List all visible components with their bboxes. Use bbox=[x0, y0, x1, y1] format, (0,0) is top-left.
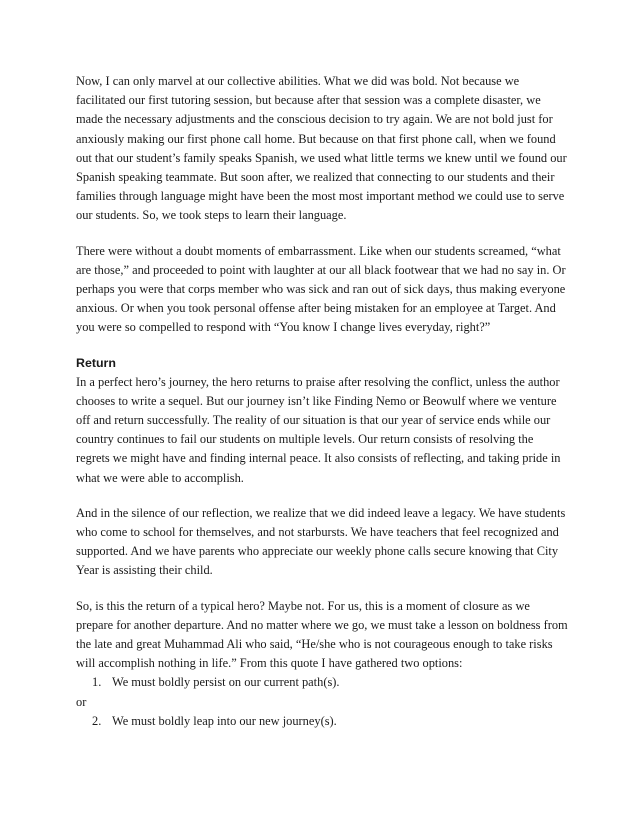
or-separator: or bbox=[76, 694, 87, 709]
list-item-text: We must boldly leap into our new journey(s). bbox=[112, 713, 337, 728]
paragraph-boldness: Now, I can only marvel at our collective abilities. What we did was bold. Not because we facilitated our first tutoring session, but because after that session was a complete disaster, we made the necessary adjustments and the conscious decision to try again. We are not bold just for anxiously making our first phone call home. But because on that first phone call, when we found out that our student’s family speaks Spanish, we used what little terms we knew until we found our Spanish speaking teammate. But soon after, we realized that connecting to our students and their families through language might have been the most most important method we could use to serve our students. So, we took steps to learn their language. bbox=[76, 74, 567, 223]
paragraph-legacy: And in the silence of our reflection, we realize that we did indeed leave a legacy. We have students who come to school for themselves, and not starbursts. We have teachers that feel recognized and supported. And we have parents who appreciate our weekly phone calls secure knowing that City Year is assisting their child. bbox=[76, 505, 566, 578]
paragraph-heros-journey: In a perfect hero’s journey, the hero returns to praise after resolving the conflict, unless the author chooses to write a sequel. But our journey isn’t like Finding Nemo or Beowulf where we venture off and return successfully. The reality of our situation is that our year of service ends while our country continues to fail our students on multiple levels. Our return consists of resolving the regrets we might have and finding internal peace. It also consists of reflecting, and taking pride in what we were able to accomplish. bbox=[76, 374, 561, 485]
document-page bbox=[76, 72, 568, 731]
list-item-option-1 bbox=[76, 673, 568, 692]
paragraph-typical-hero: So, is this the return of a typical hero? Maybe not. For us, this is a moment of closure as we prepare for another departure. And no matter where we go, we must take a lesson on boldness from the late and great Muhammad Ali who said, “He/she who is not courageous enough to take risks will accomplish nothing in life.” From this quote I have gathered two options: bbox=[76, 598, 568, 671]
list-item-option-2 bbox=[76, 712, 568, 731]
list-number: 1. bbox=[92, 675, 102, 690]
list-item-text: We must boldly persist on our current path(s). bbox=[112, 675, 340, 690]
section-heading-return: Return bbox=[76, 355, 116, 370]
paragraph-embarrassment: There were without a doubt moments of embarrassment. Like when our students screamed, “what are those,” and proceeded to point with laughter at our all black footwear that we had no say in. Or perhaps you were that corps member who was sick and ran out of sick days, thus making everyone anxious. Or when you took personal offense after being mistaken for an employee at Target. And you were so compelled to respond with “You know I change lives everyday, right?” bbox=[76, 243, 566, 335]
list-number: 2. bbox=[92, 713, 102, 728]
